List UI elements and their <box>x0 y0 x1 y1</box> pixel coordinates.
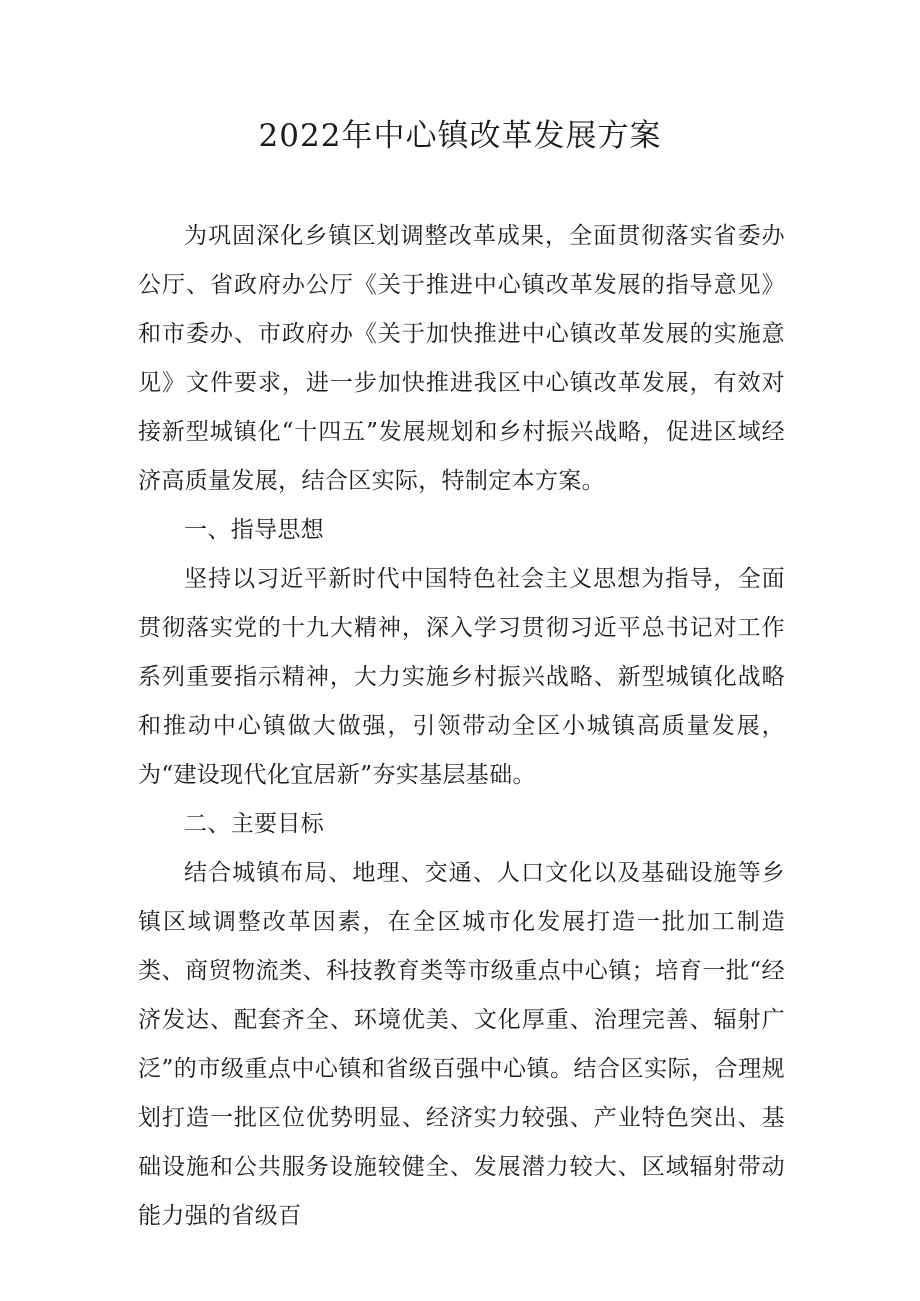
document-body <box>138 212 785 1241</box>
document-title: 2022年中心镇改革发展方案 <box>258 118 662 154</box>
intro-paragraph: 为巩固深化乡镇区划调整改革成果，全面贯彻落实省委办公厅、省政府办公厅《关于推进中心镇改革发展的指导意见》和市委办、市政府办《关于加快推进中心镇改革发展的实施意见》文件要求，进一步加快推进我区中心镇改革发展，有效对接新型城镇化“十四五”发展规划和乡村振兴战略，促进区域经济高质量发展，结合区实际，特制定本方案。 <box>138 223 785 494</box>
section-heading-main-goals: 二、主要目标 <box>184 811 325 837</box>
section-heading-guiding-ideology: 一、指导思想 <box>184 517 325 543</box>
section-paragraph-main-goals: 结合城镇布局、地理、交通、人口文化以及基础设施等乡镇区域调整改革因素，在全区城市化发展打造一批加工制造类、商贸物流类、科技教育类等市级重点中心镇；培育一批“经济发达、配套齐全、环境优美、文化厚重、治理完善、辐射广泛”的市级重点中心镇和省级百强中心镇。结合区实际，合理规划打造一批区位优势明显、经济实力较强、产业特色突出、基础设施和公共服务设施较健全、发展潜力较大、区域辐射带动能力强的省级百 <box>138 860 785 1229</box>
section-paragraph-guiding-ideology: 坚持以习近平新时代中国特色社会主义思想为指导，全面贯彻落实党的十九大精神，深入学习贯彻习近平总书记对工作系列重要指示精神，大力实施乡村振兴战略、新型城镇化战略和推动中心镇做大做强，引领带动全区小城镇高质量发展，为“建设现代化宜居新”夯实基层基础。 <box>138 566 785 788</box>
